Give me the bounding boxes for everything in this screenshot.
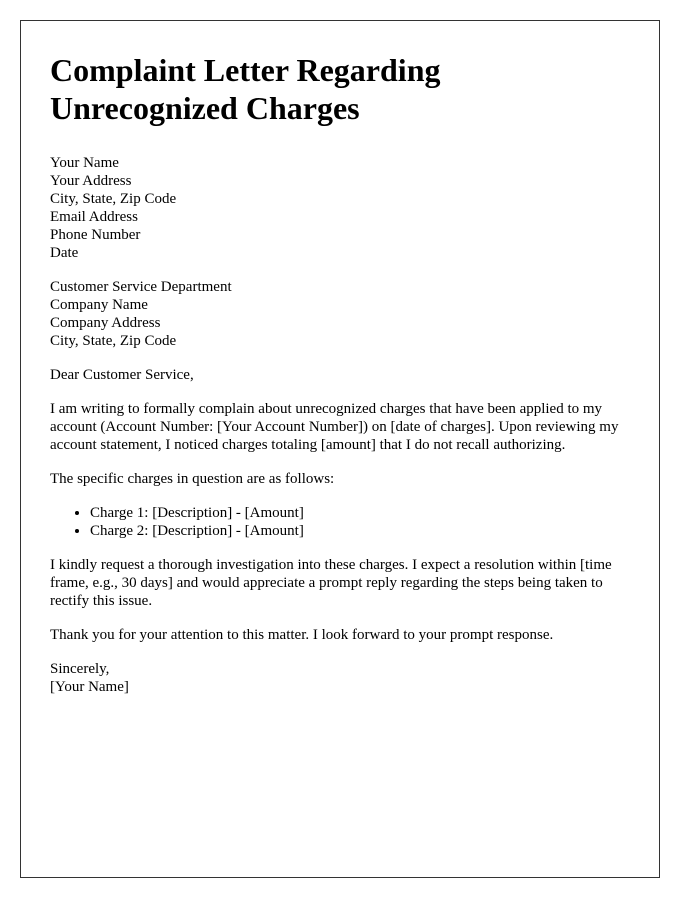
- sender-city-state-zip: City, State, Zip Code: [50, 191, 177, 207]
- signature-block: [50, 660, 630, 696]
- sender-address-block: [50, 154, 630, 262]
- charges-list: [50, 504, 630, 540]
- charge-item-2: • Charge 2: [Description] - [Amount]: [90, 522, 630, 540]
- recipient-city-state-zip: City, State, Zip Code: [50, 333, 177, 349]
- salutation: Dear Customer Service,: [50, 367, 194, 383]
- body-paragraph-2: The specific charges in question are as follows:: [50, 471, 335, 487]
- body-paragraph-1: I am writing to formally complain about unrecognized charges that have been applied to my account (Account Number: [Your Account Number]) on [date of charges]. Upon reviewing my account statement, I noticed charges totaling [amount] that I do not recall authorizing.: [50, 401, 619, 453]
- body-paragraph-3: I kindly request a thorough investigation into these charges. I expect a resolution within [time frame, e.g., 30 days] and would appreciate a prompt reply regarding the steps being taken to rectify this issue.: [50, 557, 612, 609]
- recipient-address-block: [50, 278, 630, 350]
- signature-name: [Your Name]: [50, 679, 129, 695]
- body-paragraph-4: Thank you for your attention to this matter. I look forward to your prompt response.: [50, 627, 554, 643]
- recipient-department: Customer Service Department: [50, 279, 232, 295]
- closing: Sincerely,: [50, 661, 110, 677]
- sender-name: Your Name: [50, 155, 119, 171]
- recipient-company-name: Company Name: [50, 297, 148, 313]
- sender-email: Email Address: [50, 209, 138, 225]
- sender-phone: Phone Number: [50, 227, 141, 243]
- letter-title: Complaint Letter Regarding Unrecognized Charges: [50, 52, 441, 126]
- letter-page: [20, 20, 660, 878]
- charge-item-1: • Charge 1: [Description] - [Amount]: [90, 504, 630, 522]
- sender-address: Your Address: [50, 173, 132, 189]
- letter-date: Date: [50, 245, 79, 261]
- recipient-company-address: Company Address: [50, 315, 161, 331]
